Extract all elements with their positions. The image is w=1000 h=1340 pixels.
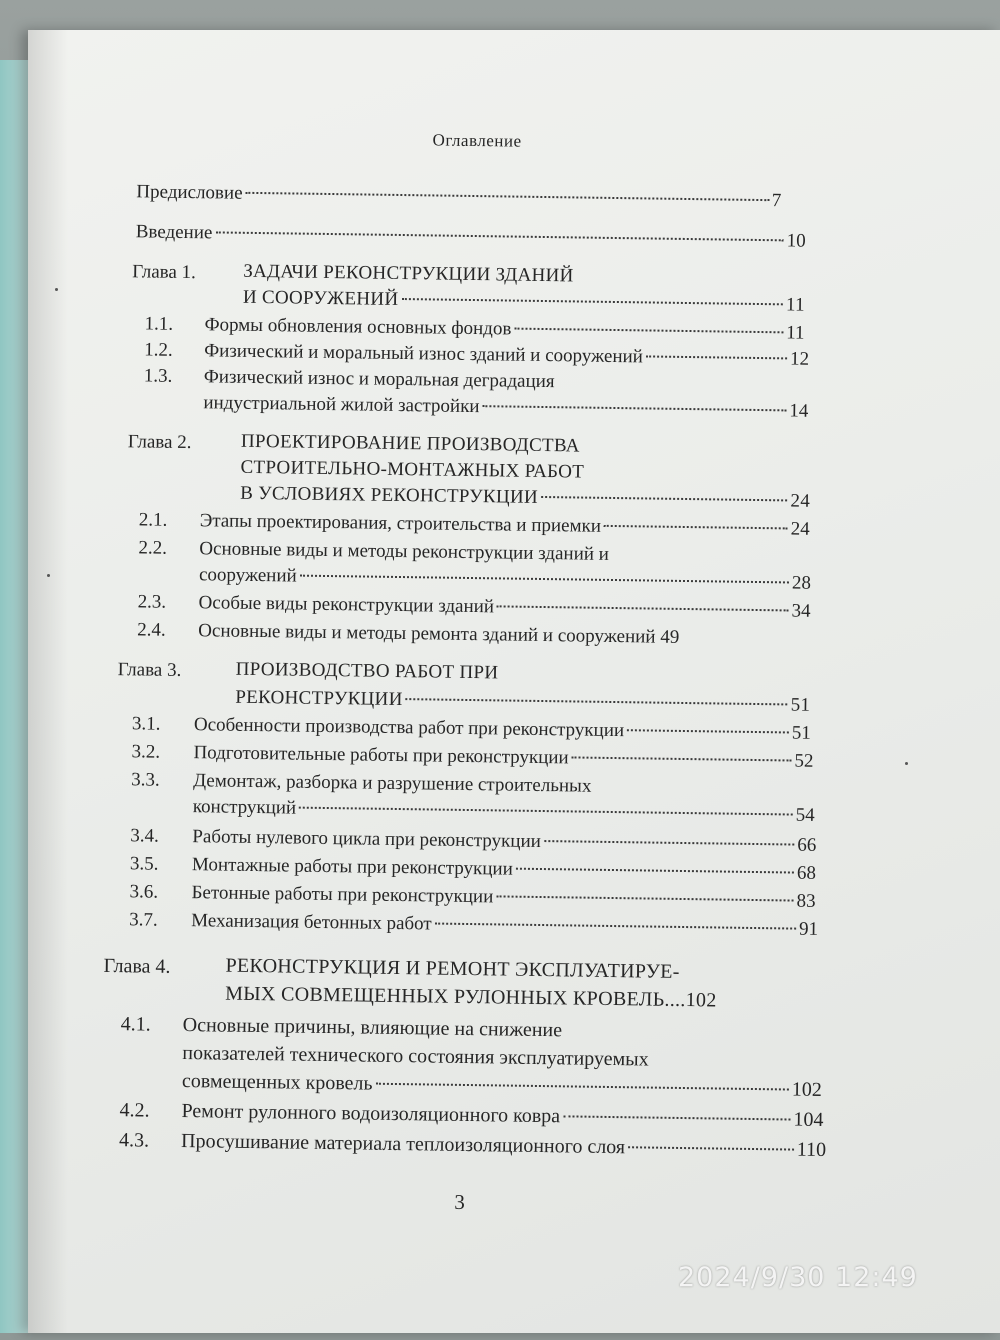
chapter-2-title-line-1: ПРОЕКТИРОВАНИЕ ПРОИЗВОДСТВА [240,430,580,457]
section-2-1-number: 2.1. [138,509,168,531]
section-4-2-number: 4.2. [119,1099,150,1122]
chapter-1-label: Глава 1. [132,261,197,284]
section-3-7-entry: Механизация бетонных работ 91 [191,910,819,940]
leader-dots-short: .... [664,988,686,1012]
section-1-3-line-1: Физический износ и моральная деградация [203,366,555,393]
toc-entry-preface: Предисловие 7 [136,181,782,212]
leader-dots [401,298,783,305]
chapter-1-title-line-1: ЗАДАЧИ РЕКОНСТРУКЦИИ ЗДАНИЙ [243,260,574,287]
leader-dots [376,1083,789,1091]
section-2-1-entry: Этапы проектирования, строительства и приемки 24 [199,510,810,540]
chapter-4-title-line-1: РЕКОНСТРУКЦИЯ И РЕМОНТ ЭКСПЛУАТИРУЕ- [225,954,680,983]
leader-dots [563,1115,790,1120]
chapter-3-title-line-2: РЕКОНСТРУКЦИИ 51 [235,686,811,716]
leader-dots [628,1146,794,1150]
leader-dots [246,192,769,201]
section-1-3-line-2: индустриальной жилой застройки 14 [203,392,809,422]
section-1-1-number: 1.1. [144,313,174,335]
chapter-2-title-line-3: В УСЛОВИЯХ РЕКОНСТРУКЦИИ 24 [240,482,811,512]
section-3-3-line-2: конструкций 54 [192,796,815,826]
section-1-2-number: 1.2. [144,339,173,361]
chapter-4-label: Глава 4. [103,954,171,978]
leader-dots [406,698,788,705]
section-4-1-number: 4.1. [120,1013,151,1036]
section-4-1-line-1: Основные причины, влияющие на снижение [182,1014,563,1042]
section-3-5-entry: Монтажные работы при реконструкции 68 [191,854,817,884]
toc-entry-introduction: Введение 10 [135,221,806,252]
photo-timestamp: 2024/9/30 12:49 [678,1262,918,1293]
paper-speck [55,288,58,291]
section-3-1-entry: Особенности производства работ при реконструкции 51 [193,714,812,744]
chapter-2-title-line-2: СТРОИТЕЛЬНО-МОНТАЖНЫХ РАБОТ [240,456,585,483]
section-3-2-entry: Подготовительные работы при реконструкции 52 [193,742,814,772]
section-3-4-number: 3.4. [130,825,160,847]
section-2-2-number: 2.2. [138,537,168,559]
section-3-1-number: 3.1. [131,713,161,735]
leader-dots [572,756,792,761]
section-1-2-entry: Физический и моральный износ зданий и сооружений 12 [204,340,810,370]
page-number: 3 [454,1189,465,1214]
section-4-1-line-3: совмещенных кровель 102 [181,1070,823,1101]
section-2-3-entry: Особые виды реконструкции зданий 34 [198,592,811,622]
leader-dots [300,575,789,584]
section-3-5-number: 3.5. [129,853,159,875]
section-2-2-line-1: Основные виды и методы реконструкции зданий и [199,538,610,565]
section-4-2-entry: Ремонт рулонного водоизоляционного ковра 104 [181,1100,824,1131]
section-4-3-entry: Просушивание материала теплоизоляционного слоя 110 [180,1130,827,1162]
leader-dots [299,807,793,816]
section-4-3-number: 4.3. [118,1129,150,1152]
leader-dots [435,923,796,930]
section-2-4-number: 2.4. [137,619,166,641]
section-2-3-number: 2.3. [137,591,167,613]
section-3-4-entry: Работы нулевого цикла при реконструкции 66 [192,826,817,856]
section-3-7-number: 3.7. [129,909,158,931]
leader-dots [497,605,789,611]
toc-title: Оглавление [432,130,522,151]
section-3-2-number: 3.2. [131,741,161,763]
section-3-3-line-1: Демонтаж, разборка и разрушение строительных [193,770,592,797]
chapter-1-title-line-2: И СООРУЖЕНИЙ 11 [242,286,805,316]
leader-dots [516,868,794,874]
section-4-1-line-2: показателей технического состояния эксплуатируемых [182,1042,649,1071]
leader-dots [604,525,788,530]
section-1-3-number: 1.3. [143,365,173,387]
section-3-6-number: 3.6. [129,881,159,903]
leader-dots [627,729,789,733]
section-1-1-entry: Формы обновления основных фондов 11 [204,314,805,344]
paper-speck [47,574,50,577]
leader-dots [544,840,794,845]
leader-dots [514,328,783,334]
leader-dots [483,405,787,411]
chapter-4-title-line-2: МЫХ СОВМЕЩЕННЫХ РУЛОННЫХ КРОВЕЛЬ....102 [225,982,717,1012]
leader-dots [646,355,787,359]
section-3-6-entry: Бетонные работы при реконструкции 83 [191,882,816,912]
section-2-4-entry: Основные виды и методы ремонта зданий и сооружений 49 [198,620,680,648]
paper-speck [905,762,908,765]
section-3-3-number: 3.3. [131,769,160,791]
chapter-3-label: Глава 3. [117,659,182,681]
chapter-3-title-line-1: ПРОИЗВОДСТВО РАБОТ ПРИ [235,658,499,684]
section-2-2-line-2: сооружений 28 [198,564,812,594]
leader-dots [215,231,783,241]
leader-dots [496,895,793,901]
leader-dots [541,496,787,501]
chapter-2-label: Глава 2. [127,431,192,454]
